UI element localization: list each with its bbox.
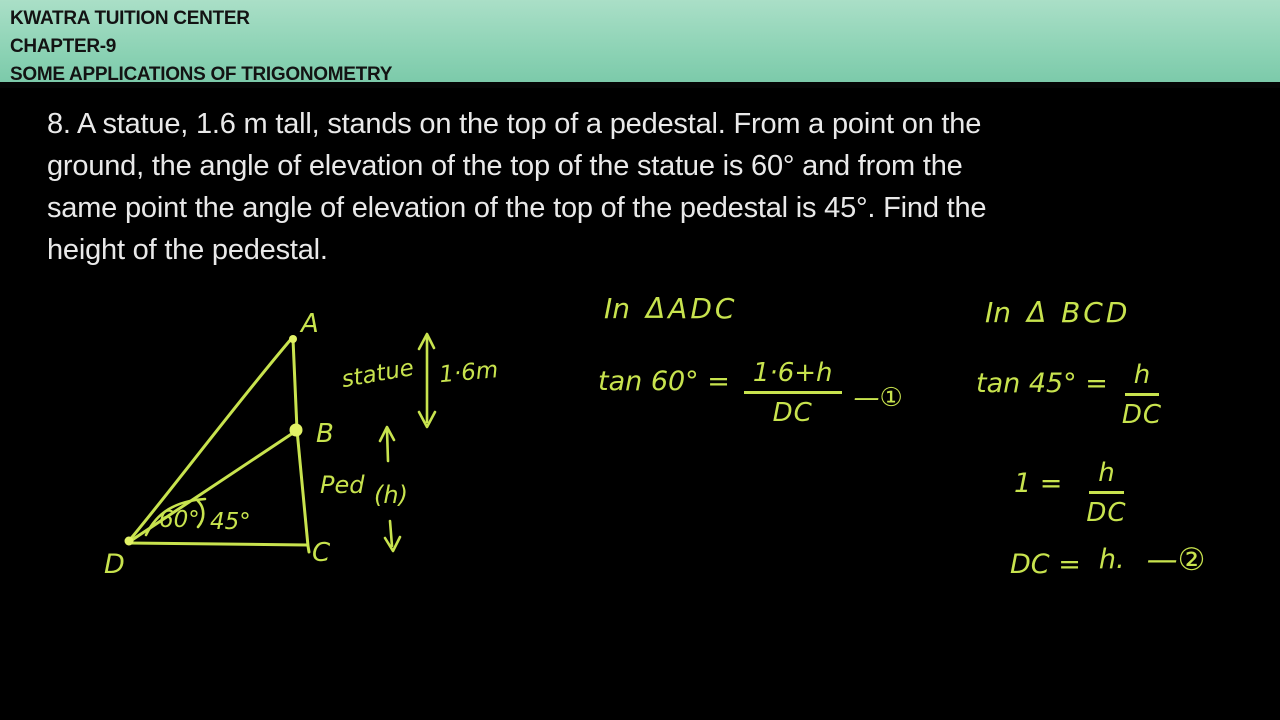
point-dot-a	[289, 335, 297, 343]
work-right-eq1-lhs: tan 45° =	[976, 368, 1108, 399]
question-line-2: ground, the angle of elevation of the top of the statue is 60° and from the	[47, 150, 963, 182]
triangle-diagram	[85, 288, 530, 590]
question-text	[47, 103, 986, 271]
work-right-eq3-value: h.	[1098, 544, 1125, 575]
work-right-eq2-num: h	[1089, 458, 1123, 494]
work-right-in: In	[985, 296, 1012, 329]
work-right-equation-3	[1010, 542, 1205, 580]
question-line-1: 8. A statue, 1.6 m tall, stands on the top of a pedestal. From a point on the	[47, 108, 982, 140]
work-right-intro	[985, 296, 1130, 329]
label-point-d: D	[104, 549, 125, 580]
line-dc	[128, 543, 307, 545]
label-statue: statue	[339, 354, 416, 394]
point-dot-d	[125, 537, 134, 546]
label-point-b: B	[316, 419, 334, 449]
label-pedestal: Ped	[320, 471, 365, 499]
label-point-a: A	[301, 309, 319, 339]
work-right-eq1-num: h	[1125, 360, 1159, 396]
work-left-eq-tag: —①	[853, 383, 903, 413]
pedestal-down-arrow	[385, 521, 400, 551]
question-line-4: height of the pedestal.	[47, 234, 328, 266]
header-chapter-name: SOME APPLICATIONS OF TRIGONOMETRY	[10, 64, 393, 85]
label-pedestal-height: (h)	[374, 481, 408, 509]
work-right-eq1-den: DC	[1121, 400, 1163, 430]
label-statue-height: 1·6m	[438, 357, 500, 389]
work-right-eq3-lhs: DC =	[1010, 549, 1081, 580]
statue-height-arrow	[419, 334, 435, 427]
work-right-equation-1	[976, 360, 1162, 430]
work-left-eq-lhs: tan 60° =	[598, 366, 730, 397]
question-line-3: same point the angle of elevation of the top of the pedestal is 45°. Find the	[47, 192, 987, 224]
work-right-triangle: Δ BCD	[1027, 296, 1131, 329]
line-ac	[293, 339, 309, 552]
work-left-triangle: ΔADC	[646, 292, 738, 325]
point-dot-b	[290, 424, 303, 437]
work-left-fraction	[744, 358, 842, 428]
work-right-equation-2	[1014, 458, 1127, 528]
label-angle-45: 45°	[210, 509, 251, 535]
label-angle-60: 60°	[159, 507, 200, 533]
work-right-eq2-lhs: 1 =	[1014, 468, 1063, 499]
work-right-eq1-fraction	[1122, 360, 1162, 430]
work-right-eq2-fraction	[1086, 458, 1126, 528]
pedestal-up-arrow	[380, 427, 394, 461]
work-left-frac-den: DC	[772, 398, 813, 428]
work-right-eq2-den: DC	[1086, 498, 1127, 528]
work-left-equation	[598, 358, 903, 428]
header-title: KWATRA TUITION CENTER	[10, 8, 250, 29]
work-right-eq3-tag: —②	[1146, 542, 1206, 578]
header-banner	[0, 0, 1280, 88]
work-left-frac-num: 1·6+h	[744, 358, 842, 394]
work-left-in: In	[604, 292, 631, 325]
label-point-c: C	[312, 538, 331, 568]
header-chapter: CHAPTER-9	[10, 36, 117, 57]
work-left-intro	[604, 292, 737, 325]
